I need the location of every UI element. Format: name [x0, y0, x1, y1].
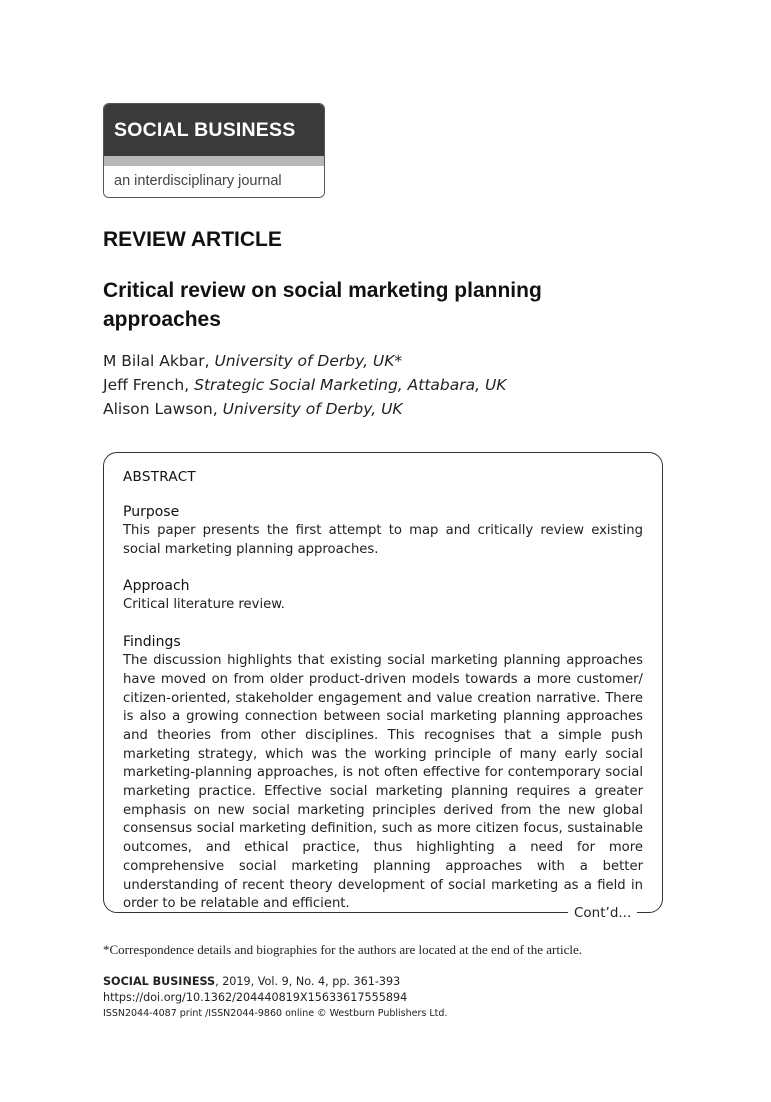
logo-divider — [104, 156, 324, 166]
publication-info — [103, 974, 447, 1022]
journal-name: SOCIAL BUSINESS — [103, 975, 216, 988]
abstract-section — [123, 633, 643, 914]
section-text-approach: Critical literature review. — [123, 597, 285, 613]
section-heading-purpose: Purpose — [123, 504, 180, 520]
section-text-purpose: This paper presents the first attempt to map and critically review existing social marketing planning approaches. — [123, 523, 643, 557]
section-heading-approach: Approach — [123, 578, 190, 595]
author-name: Jeff French, — [103, 376, 190, 394]
abstract-section — [123, 503, 643, 559]
author-entry — [103, 373, 506, 397]
article-title: Critical review on social marketing planning approaches — [103, 279, 542, 331]
continued-marker: Cont’d... — [568, 903, 637, 923]
abstract-section — [123, 577, 643, 615]
section-heading-findings: Findings — [123, 634, 181, 651]
author-affiliation: University of Derby, UK — [222, 400, 403, 418]
issn-line: ISSN2044-4087 print /ISSN2044-9860 online © Westburn Publishers Ltd. — [103, 1008, 448, 1019]
abstract-box — [103, 452, 663, 913]
author-affiliation: Strategic Social Marketing, Attabara, UK — [194, 376, 507, 394]
article-type: REVIEW ARTICLE — [103, 228, 282, 251]
logo-title: SOCIAL BUSINESS — [104, 104, 324, 156]
citation-details: , 2019, Vol. 9, No. 4, pp. 361-393 — [215, 975, 401, 988]
journal-logo — [103, 103, 325, 198]
author-list — [103, 349, 506, 421]
author-affiliation: University of Derby, UK* — [214, 352, 403, 370]
author-name: M Bilal Akbar, — [103, 352, 210, 370]
logo-subtitle: an interdisciplinary journal — [104, 166, 324, 197]
abstract-label: ABSTRACT — [123, 469, 196, 485]
citation-line — [103, 974, 447, 990]
doi-link[interactable]: https://doi.org/10.1362/204440819X15633617555894 — [103, 991, 408, 1004]
correspondence-footnote: *Correspondence details and biographies for the authors are located at the end of the article. — [103, 942, 583, 957]
author-name: Alison Lawson, — [103, 400, 218, 418]
section-text-findings: The discussion highlights that existing social marketing planning approaches have moved on from older product-driven models towards a more customer/ citizen-oriented, stakeholder engagement and value creation narrative. There is also a growing connection between social marketing planning approaches and theories from other disciplines. This recognises that a simple push marketing strategy, which was the working principle of many early social marketing-planning approaches, is not often effective for contemporary social marketing practice. Effective social marketing planning requires a greater emphasis on new social marketing principles derived from the new global consensus social marketing definition, such as more citizen focus, sustainable outcomes, and ethical practice, thus highlighting a need for more comprehensive social marketing planning approaches with a better understanding of recent theory development of social marketing as a field in order to be relatable and efficient. — [123, 653, 643, 912]
author-entry — [103, 397, 506, 421]
author-entry — [103, 349, 506, 373]
